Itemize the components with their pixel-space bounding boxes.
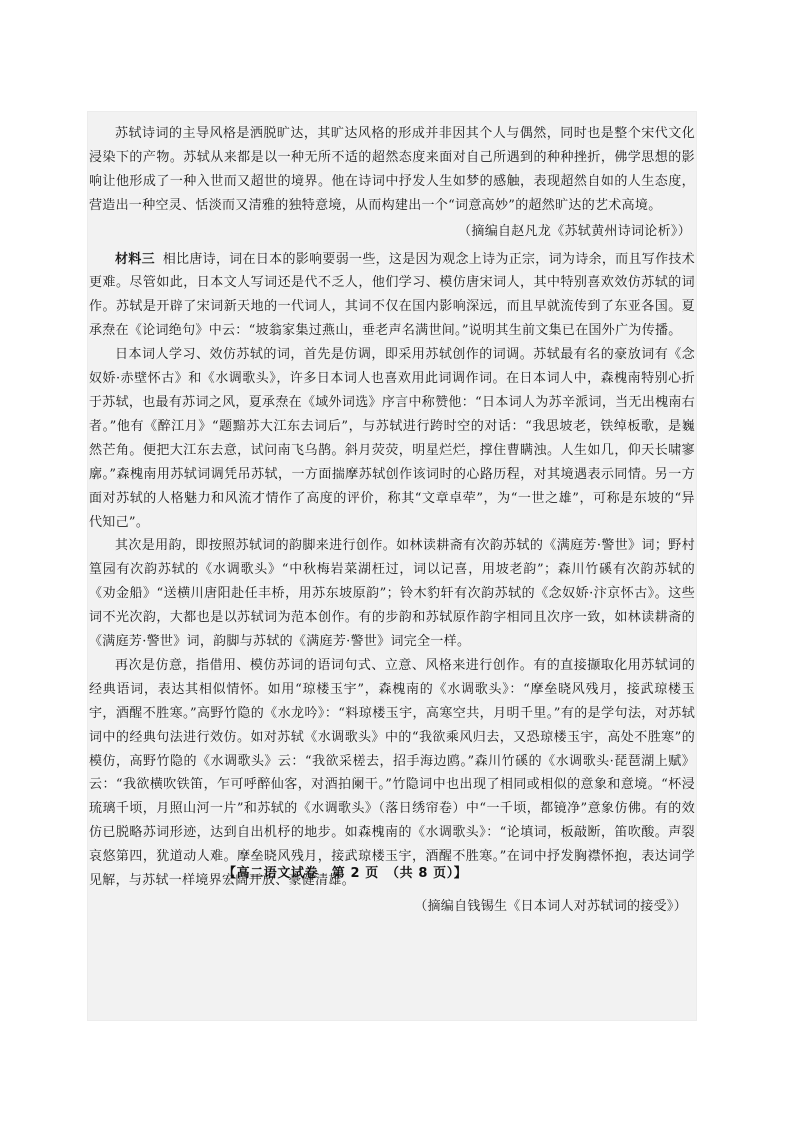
document-body	[89, 122, 695, 923]
source-citation-2: （摘编自钱锡生《日本词人对苏轼词的接受》）	[414, 899, 687, 914]
page-footer: 【高二语文试卷 第 2 页 （共 8 页）】	[223, 866, 468, 881]
material-3-label: 材料三	[115, 251, 155, 267]
material-3-text: 相比唐诗，词在日本的影响要弱一些，这是因为观念上诗为正宗，词为诗余，而且写作技术更难。尽管如此，日本文人写词还是代不乏人，他们学习、模仿唐宋词人，其中特别喜欢效仿苏轼的词作。苏轼是开辟了宋词新天地的一代词人，其词不仅在国内影响深远，而且早就流传到了东亚各国。夏承焘在《论词绝句》中云：“坡翁家集过燕山，垂老声名满世间。”说明其生前文集已在国外广为传播。	[89, 251, 695, 339]
paragraph-imitate-meaning: 再次是仿意，指借用、模仿苏词的语词句式、立意、风格来进行创作。有的直接撷取化用苏轼词的经典语词，表达其相似情怀。如用“琼楼玉宇”，森槐南的《水调歌头》：“摩垒晓风残月，接武琼楼玉宇，酒醒不胜寒。”高野竹隐的《水龙吟》：“料琼楼玉宇，高寒空共，月明千里。”有的是学句法，对苏轼词中的经典句法进行效仿。如对苏轼《水调歌头》中的“我欲乘风归去，又恐琼楼玉宇，高处不胜寒”的模仿，高野竹隐的《水调歌头》云：“我欲采槎去，招手海边鸥。”森川竹磎的《水调歌头·琵琶湖上赋》云：“我欲横吹铁笛，乍可呼醉仙客，对酒拍阑干。”竹隐词中也出现了相同或相似的意象和意境。“杯浸琉璃千顷，月照山河一片”和苏轼的《水调歌头》（落日绣帘卷）中“一千顷，都镜净”意象仿佛。有的效仿已脱略苏词形迹，达到自出机杼的地步。如森槐南的《水调歌头》：“论填词，板敲断，笛吹酸。声裂哀悠第四，犹道动人难。摩垒晓风残月，接武琼楼玉宇，酒醒不胜寒。”在词中抒发胸襟怀抱，表达词学见解，与苏轼一样境界宏阔开放、豪健清雄。	[89, 657, 695, 889]
paragraph-material-3	[89, 248, 695, 344]
paragraph-su-shi-style: 苏轼诗词的主导风格是洒脱旷达，其旷达风格的形成并非因其个人与偶然，同时也是整个宋代文化浸染下的产物。苏轼从来都是以一种无所不适的超然态度来面对自己所遇到的种种挫折，佛学思想的影响让他形成了一种入世而又超世的境界。他在诗词中抒发人生如梦的感触，表现超然自如的人生态度，营造出一种空灵、恬淡而又清雅的独特意境，从而构建出一个“词意高妙”的超然旷达的艺术高境。	[89, 126, 695, 213]
source-citation-1: （摘编自赵凡龙《苏轼黄州诗词论析》）	[458, 223, 691, 239]
paragraph-imitate-tune: 日本词人学习、效仿苏轼的词，首先是仿调，即采用苏轼创作的词调。苏轼最有名的豪放词有《念奴娇·赤壁怀古》和《水调歌头》，许多日本词人也喜欢用此词调作词。在日本词人中，森槐南特别心折于苏轼，也最有苏词之风，夏承焘在《域外词选》序言中称赞他：“日本词人为苏辛派词，当无出槐南右者。”他有《醉江月》“题黯苏大江东去词后”，与苏轼进行跨时空的对话：“我思坡老，铁绰板歌，是巍然芒角。便把大江东去意，试问南飞乌鹊。斜月荧荧，明星烂烂，撑住曹瞒浊。人生如几，仰天长啸寥廓。”森槐南用苏轼词调凭吊苏轼，一方面揣摩苏轼创作该词时的心路历程，对其境遇表示同情。另一方面对苏轼的人格魅力和风流才情作了高度的评价，称其“文章卓荦”，为“一世之雄”，可称是东坡的“异代知己”。	[89, 347, 695, 530]
paragraph-use-rhyme: 其次是用韵，即按照苏轼词的韵脚来进行创作。如林读耕斋有次韵苏轼的《满庭芳·警世》词；野村篁园有次韵苏轼的《水调歌头》“中秋梅岩菜湖枉过，词以记喜，用坡老韵”；森川竹磎有次韵苏轼的《劝金船》“送横川唐阳赴任丰桥，用苏东坡原韵”；铃木豹轩有次韵苏轼的《念奴娇·汴京怀古》。这些词不光次韵，大都也是以苏轼词为范本创作。有的步韵和苏轼原作韵字相同且次序一致，如林读耕斋的《满庭芳·警世》词，韵脚与苏轼的《满庭芳·警世》词完全一样。	[89, 538, 695, 650]
